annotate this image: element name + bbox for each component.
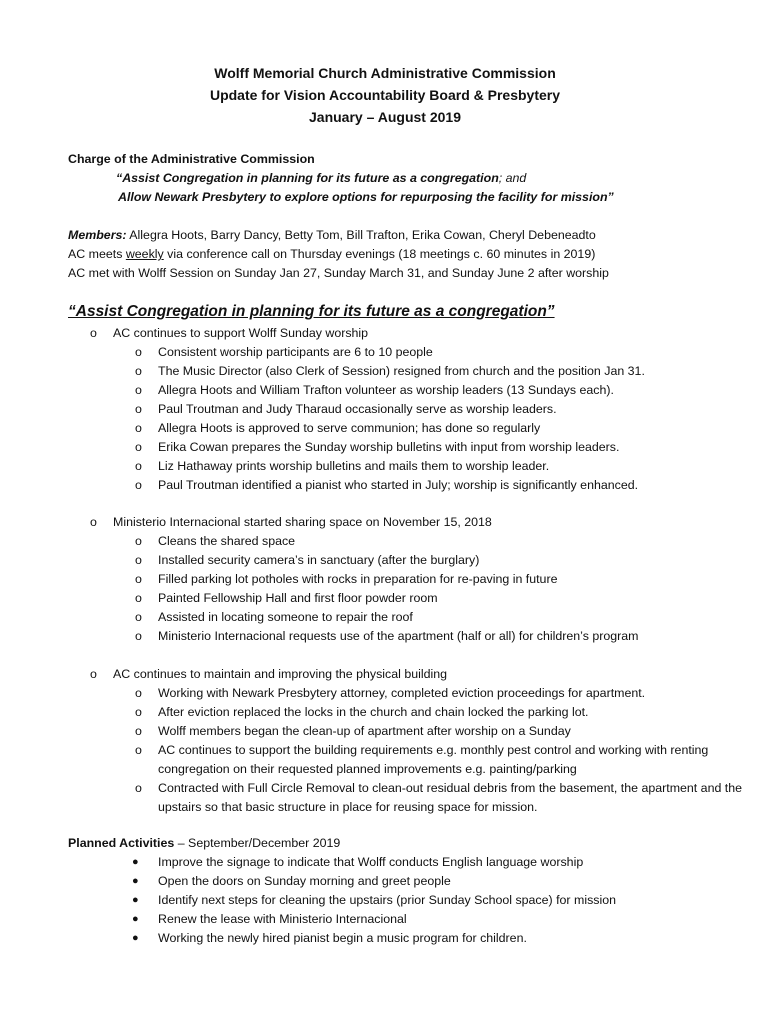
members-line [68, 226, 758, 245]
group-title: o AC continues to maintain and improving the physical building [90, 665, 750, 684]
list-item: ● Identify next steps for cleaning the upstairs (prior Sunday School space) for mission [68, 891, 758, 910]
list-item: o Paul Troutman and Judy Tharaud occasionally serve as worship leaders. [90, 400, 750, 419]
group-title: o AC continues to support Wolff Sunday worship [90, 324, 750, 343]
list-item: o After eviction replaced the locks in the church and chain locked the parking lot. [90, 703, 750, 722]
planned-heading [68, 834, 758, 853]
charge-quote-1-tail: ; and [498, 171, 527, 185]
list-item: o Consistent worship participants are 6 to 10 people [90, 343, 750, 362]
circle-bullet-icon: o [135, 534, 142, 548]
circle-bullet-icon: o [135, 345, 142, 359]
meetings-line [68, 245, 758, 264]
members-names: Allegra Hoots, Barry Dancy, Betty Tom, Bill Trafton, Erika Cowan, Cheryl Debeneadto [126, 228, 596, 242]
group-title: o Ministerio Internacional started sharing space on November 15, 2018 [90, 513, 750, 532]
list-item: o Cleans the shared space [90, 532, 750, 551]
circle-bullet-icon: o [90, 326, 97, 340]
circle-bullet-icon: o [135, 686, 142, 700]
charge-section [68, 150, 748, 207]
list-item: ● Improve the signage to indicate that Wolff conducts English language worship [68, 853, 758, 872]
list-item: o Contracted with Full Circle Removal to clean-out residual debris from the basement, the apartment and the upstairs so that basic structure in place for reusing space for mission. [135, 781, 743, 814]
circle-bullet-icon: o [135, 629, 142, 643]
circle-bullet-icon: o [135, 572, 142, 586]
circle-bullet-icon: o [135, 440, 142, 454]
list-item: o Assisted in locating someone to repair the roof [90, 608, 750, 627]
planned-label: Planned Activities [68, 836, 175, 850]
list-item: o Working with Newark Presbytery attorney, completed eviction proceedings for apartment. [90, 684, 750, 703]
circle-bullet-icon: o [135, 478, 142, 492]
ministerio-group [90, 513, 750, 646]
charge-quote-1 [68, 169, 748, 188]
circle-bullet-icon: o [135, 743, 142, 757]
worship-group [90, 324, 750, 495]
session-line: AC met with Wolff Session on Sunday Jan 27, Sunday March 31, and Sunday June 2 after worship [68, 266, 609, 280]
circle-bullet-icon: o [135, 591, 142, 605]
bullet-icon: ● [132, 875, 139, 887]
title-block [0, 62, 770, 128]
list-item: o Paul Troutman identified a pianist who started in July; worship is significantly enhanced. [90, 476, 750, 495]
circle-bullet-icon: o [135, 421, 142, 435]
list-item: o Erika Cowan prepares the Sunday worship bulletins with input from worship leaders. [90, 438, 750, 457]
members-section [68, 226, 758, 283]
list-item: o Allegra Hoots is approved to serve communion; has done so regularly [90, 419, 750, 438]
list-item: o The Music Director (also Clerk of Session) resigned from church and the position Jan 31. [90, 362, 750, 381]
circle-bullet-icon: o [135, 705, 142, 719]
circle-bullet-icon: o [90, 515, 97, 529]
list-item: o Installed security camera’s in sanctuary (after the burglary) [90, 551, 750, 570]
bullet-icon: ● [132, 932, 139, 944]
title-line-1: Wolff Memorial Church Administrative Commission [214, 65, 556, 81]
list-item: ● Renew the lease with Ministerio Internacional [68, 910, 758, 929]
list-item: o Liz Hathaway prints worship bulletins and mails them to worship leader. [90, 457, 750, 476]
list-item: o Allegra Hoots and William Trafton volunteer as worship leaders (13 Sundays each). [90, 381, 750, 400]
meetings-post: via conference call on Thursday evenings (18 meetings c. 60 minutes in 2019) [163, 247, 596, 261]
list-item: ● Working the newly hired pianist begin a music program for children. [68, 929, 758, 948]
circle-bullet-icon: o [90, 667, 97, 681]
planned-activities [68, 834, 758, 948]
circle-bullet-icon: o [135, 553, 142, 567]
circle-bullet-icon: o [135, 402, 142, 416]
circle-bullet-icon: o [135, 781, 142, 795]
list-item: o Wolff members began the clean-up of apartment after worship on a Sunday [90, 722, 750, 741]
planned-period: – September/December 2019 [174, 836, 341, 850]
charge-quote-1-main: “Assist Congregation in planning for its future as a congregation [116, 171, 499, 185]
building-group [90, 665, 750, 817]
circle-bullet-icon: o [135, 610, 142, 624]
list-item: o Ministerio Internacional requests use of the apartment (half or all) for children’s program [90, 627, 750, 646]
list-item: o Painted Fellowship Hall and first floor powder room [90, 589, 750, 608]
charge-quote-2: Allow Newark Presbytery to explore options for repurposing the facility for mission” [118, 190, 614, 204]
title-line-3: January – August 2019 [309, 109, 461, 125]
meetings-frequency: weekly [125, 247, 164, 261]
bullet-icon: ● [132, 856, 139, 868]
bullet-icon: ● [132, 913, 139, 925]
list-item: o AC continues to support the building requirements e.g. monthly pest control and working with renting congregation on their requested planned improvements e.g. painting/parking [135, 743, 709, 776]
list-item: ● Open the doors on Sunday morning and greet people [68, 872, 758, 891]
bullet-icon: ● [132, 894, 139, 906]
list-item: o Filled parking lot potholes with rocks in preparation for re-paving in future [90, 570, 750, 589]
circle-bullet-icon: o [135, 364, 142, 378]
circle-bullet-icon: o [135, 459, 142, 473]
meetings-pre: AC meets [68, 247, 126, 261]
section-heading: “Assist Congregation in planning for its future as a congregation” [68, 303, 555, 320]
members-label: Members: [68, 228, 127, 242]
circle-bullet-icon: o [135, 724, 142, 738]
circle-bullet-icon: o [135, 383, 142, 397]
title-line-2: Update for Vision Accountability Board & Presbytery [209, 87, 561, 103]
charge-heading: Charge of the Administrative Commission [68, 152, 315, 166]
